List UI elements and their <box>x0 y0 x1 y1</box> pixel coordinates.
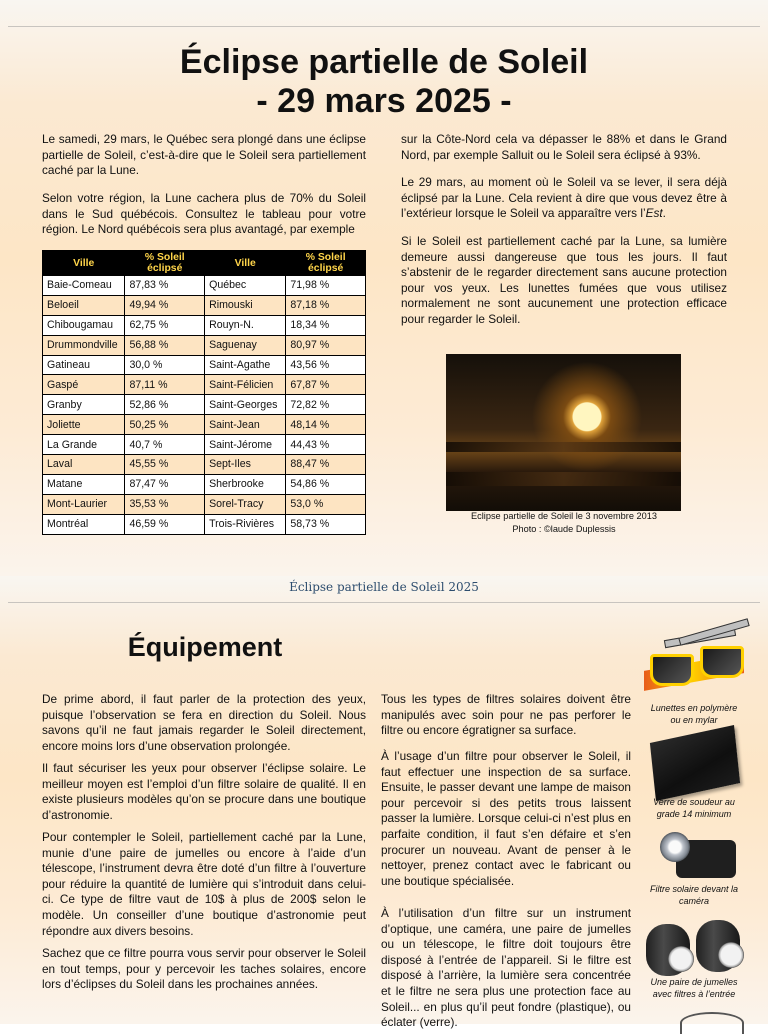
running-head: Éclipse partielle de Soleil 2025 <box>289 580 479 594</box>
table-row <box>43 375 366 395</box>
percent-cell: 58,73 % <box>286 514 366 534</box>
camera-caption <box>639 884 749 907</box>
welder-caption-line-2: grade 14 minimum <box>656 808 732 819</box>
binoculars-filter <box>668 946 694 972</box>
percent-cell: 18,34 % <box>286 315 366 335</box>
percent-cell: 48,14 % <box>286 415 366 435</box>
percent-cell: 30,0 % <box>125 355 205 375</box>
percent-cell: 35,53 % <box>125 494 205 514</box>
city-cell: Drummondville <box>43 335 125 355</box>
percent-cell: 88,47 % <box>286 455 366 475</box>
city-cell: Montréal <box>43 514 125 534</box>
city-cell: Trois-Rivières <box>205 514 286 534</box>
city-cell: Sept-Iles <box>205 455 286 475</box>
est-word: Est <box>645 206 663 221</box>
percent-cell: 87,11 % <box>125 375 205 395</box>
percent-cell: 67,87 % <box>286 375 366 395</box>
percent-cell: 87,18 % <box>286 295 366 315</box>
right-paragraph-2 <box>401 175 727 222</box>
glasses-caption-line-1: Lunettes en polymère <box>650 703 738 713</box>
binoculars-icon <box>646 920 746 978</box>
table-body <box>43 276 366 535</box>
glasses-lens <box>700 646 744 678</box>
equipment-paragraph-4: Sachez que ce filtre pourra vous servir pour observer le Soleil en tout temps, pour y percevoir les taches solaires, encore lors d’éclipses du Soleil dans les prochaines années. <box>42 946 366 992</box>
city-cell: Saint-Jérome <box>205 435 286 455</box>
city-cell: Granby <box>43 395 125 415</box>
city-cell: Sorel-Tracy <box>205 494 286 514</box>
percent-cell: 43,56 % <box>286 355 366 375</box>
table-row <box>43 435 366 455</box>
title-line-2: - 29 mars 2025 - <box>256 82 512 120</box>
glasses-caption <box>639 703 749 726</box>
percent-cell: 53,0 % <box>286 494 366 514</box>
city-cell: Gaspé <box>43 375 125 395</box>
city-cell: Gatineau <box>43 355 125 375</box>
glasses-lens <box>650 654 694 686</box>
telescope-filter-icon <box>680 1012 744 1034</box>
eclipse-photo <box>446 354 681 511</box>
table-header-row <box>43 251 366 276</box>
table-header-city-1: Ville <box>43 251 125 276</box>
city-cell: Rouyn-N. <box>205 315 286 335</box>
table-row <box>43 395 366 415</box>
percent-cell: 54,86 % <box>286 474 366 494</box>
table-header-city-2: Ville <box>205 251 286 276</box>
table-header-percent-2: % Soleil éclipsé <box>286 251 366 276</box>
percent-cell: 56,88 % <box>125 335 205 355</box>
table-row <box>43 295 366 315</box>
percent-cell: 80,97 % <box>286 335 366 355</box>
table-row <box>43 315 366 335</box>
page-two-rule <box>8 602 760 603</box>
city-cell: Laval <box>43 455 125 475</box>
filter-paragraph-3: À l’utilisation d’un filtre sur un instrument d’optique, une caméra, une paire de jumelles ou un télescope, le filtre doit toujours être disposé à l’entrée de l’appareil. Si le filtre est disposé à l’arrière, la lumière sera concentrée et le filtre ne sera plus une protection face au Soleil... en plus qu’il peut fondre (plastique), ou éclater (verre). <box>381 906 631 1030</box>
percent-cell: 87,83 % <box>125 276 205 296</box>
city-cell: Saint-Agathe <box>205 355 286 375</box>
city-cell: Saint-Félicien <box>205 375 286 395</box>
welder-caption-line-1: Verre de soudeur au <box>653 797 735 807</box>
eclipse-glasses-icon <box>644 626 748 696</box>
percent-cell: 87,47 % <box>125 474 205 494</box>
table-row <box>43 335 366 355</box>
city-cell: Saint-Georges <box>205 395 286 415</box>
table-row <box>43 514 366 534</box>
city-cell: Baie-Comeau <box>43 276 125 296</box>
city-cell: Beloeil <box>43 295 125 315</box>
percent-cell: 44,43 % <box>286 435 366 455</box>
percent-cell: 50,25 % <box>125 415 205 435</box>
equipment-paragraph-3: Pour contempler le Soleil, partiellement caché par la Lune, munie d’une paire de jumelles ou encore à l’aide d’un télescope, l’instrument devra être doté d’un filtre à l’ouverture pour réduire la quantité de lumière qui s’introduit dans celui-ci. Ce type de filtre vaut de 10$ à plus de 200$ selon le modèle. Un conseiller d’une boutique d’astronomie peut répondre aux divers besoins. <box>42 830 366 938</box>
est-period: . <box>662 206 666 221</box>
binoculars-caption-line-2: avec filtres à l’entrée <box>652 988 736 999</box>
camera-caption-line-2: caméra <box>678 895 709 906</box>
city-cell: Sherbrooke <box>205 474 286 494</box>
city-cell: Joliette <box>43 415 125 435</box>
photo-cloud-band <box>446 442 681 452</box>
photo-caption-line-1: Eclipse partielle de Soleil le 3 novembre 2013 <box>471 511 657 521</box>
city-cell: La Grande <box>43 435 125 455</box>
page-title <box>0 43 768 121</box>
binoculars-filter <box>718 942 744 968</box>
table-row <box>43 494 366 514</box>
eclipse-percentage-table <box>42 250 366 535</box>
intro-paragraph-2: Selon votre région, la Lune cachera plus de 70% du Soleil dans le Sud québécois. Consultez le tableau pour votre région. Le Nord québécois sera plus avantagé, par exemple <box>42 191 366 237</box>
table-row <box>43 355 366 375</box>
percent-cell: 72,82 % <box>286 395 366 415</box>
city-cell: Matane <box>43 474 125 494</box>
city-cell: Chibougamau <box>43 315 125 335</box>
photo-caption <box>414 510 714 536</box>
intro-paragraph-1: Le samedi, 29 mars, le Québec sera plongé dans une éclipse partielle de Soleil, c’est-à-dire que le Soleil sera partiellement caché par la Lune. <box>42 132 366 178</box>
city-cell: Saint-Jean <box>205 415 286 435</box>
equipment-paragraph-1: De prime abord, il faut parler de la protection des yeux, puisque l’observation se fera en direction du Soleil. Nous savons qu’il ne faut jamais regarder le Soleil directement, encore moins lors d’une observation prolongée. <box>42 692 366 753</box>
percent-cell: 52,86 % <box>125 395 205 415</box>
binoculars-caption <box>639 977 749 1000</box>
table-row <box>43 474 366 494</box>
percent-cell: 46,59 % <box>125 514 205 534</box>
right-paragraph-3: Si le Soleil est partiellement caché par la Lune, sa lumière demeure aussi dangereuse que tous les jours. Il faut s’abstenir de le regarder directement sans aucune protection pour vos yeux. Les lunettes fumées que vous utilisez normalement ne sont aucunement une protection efficace pour regarder le Soleil. <box>401 234 727 326</box>
city-cell: Mont-Laurier <box>43 494 125 514</box>
percent-cell: 49,94 % <box>125 295 205 315</box>
percent-cell: 45,55 % <box>125 455 205 475</box>
camera-filter-lens <box>660 832 690 862</box>
welder-caption <box>639 797 749 820</box>
percent-cell: 71,98 % <box>286 276 366 296</box>
city-cell: Saguenay <box>205 335 286 355</box>
glasses-caption-line-2: ou en mylar <box>670 714 718 725</box>
right-paragraph-1: sur la Côte-Nord cela va dépasser le 88% et dans le Grand Nord, par exemple Salluit ou le Soleil sera éclipsé à 93%. <box>401 132 727 162</box>
table-header-percent-1: % Soleil éclipsé <box>125 251 205 276</box>
binoculars-caption-line-1: Une paire de jumelles <box>650 977 738 987</box>
equipment-heading: Équipement <box>127 632 283 662</box>
city-cell: Rimouski <box>205 295 286 315</box>
photo-cloud-band <box>446 472 681 486</box>
filter-paragraph-2: À l’usage d’un filtre pour observer le Soleil, il faut effectuer une inspection de sa surface. Ensuite, le passer devant une lampe de maison pour percevoir si des petits trous laissent passer la lumière. Lorsque celui-ci n’est plus en parfaite condition, il faut s’en défaire et s’en procurer un nouveau. Avant de penser à le nettoyer, prenez contact avec le fabricant ou une boutique spécialisée. <box>381 749 631 888</box>
camera-caption-line-1: Filtre solaire devant la <box>649 884 739 894</box>
equipment-paragraph-2: Il faut sécuriser les yeux pour observer l’éclipse solaire. Le meilleur moyen est l’emploi d’un filtre solaire de qualité. Il en existe plusieurs modèles qu’on se procure dans une boutique d’astronomie. <box>42 761 366 822</box>
right-paragraph-2-text: Le 29 mars, au moment où le Soleil va se lever, il sera déjà éclipsé par la Lune. Cela revient à dire que vous devez être à l’extérieur lorsque le Soleil va apparaître vers l’ <box>401 175 727 221</box>
table-row <box>43 276 366 296</box>
percent-cell: 62,75 % <box>125 315 205 335</box>
table-row <box>43 455 366 475</box>
top-rule <box>8 26 760 27</box>
title-line-1: Éclipse partielle de Soleil <box>179 43 589 81</box>
photo-credit: Photo : ©laude Duplessis <box>512 524 616 534</box>
city-cell: Québec <box>205 276 286 296</box>
percent-cell: 40,7 % <box>125 435 205 455</box>
filter-paragraph-1: Tous les types de filtres solaires doivent être manipulés avec soin pour ne pas perforer le filtre ou encore égratigner sa surface. <box>381 692 631 738</box>
table-row <box>43 415 366 435</box>
